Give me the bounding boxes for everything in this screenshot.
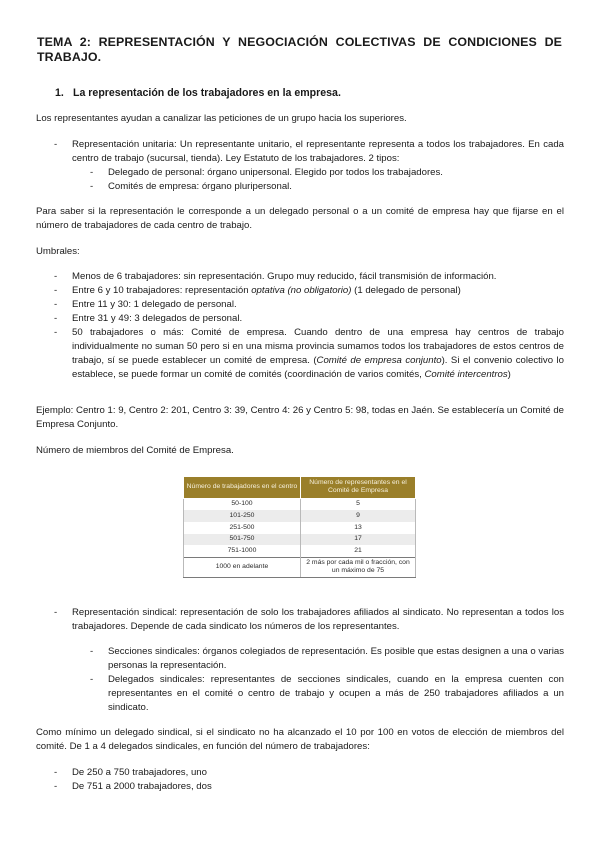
item-emphasis: Comité de empresa conjunto: [316, 355, 442, 366]
intro-paragraph: Los representantes ayudan a canalizar las peticiones de un grupo hacia los superiores.: [36, 113, 407, 124]
list-item: - Comités de empresa: órgano pluripersonal.: [72, 180, 564, 194]
table-cell: 751-1000: [184, 545, 301, 557]
umbrales-label: Umbrales:: [36, 246, 80, 257]
list-item: - De 250 a 750 trabajadores, uno: [36, 766, 564, 780]
unitaria-sublist: [72, 166, 564, 194]
para-saber-paragraph: Para saber si la representación le corresponde a un delegado personal o a un comité de empresa hay que fijarse en el número de trabajadores de cada centro de trabajo.: [36, 206, 564, 231]
list-item: - Entre 11 y 30: 1 delegado de personal.: [36, 298, 564, 312]
section-number: 1.: [55, 87, 64, 99]
table-row: [184, 545, 416, 557]
table-row: [184, 510, 416, 522]
sindical-text: Representación sindical: representación de solo los trabajadores afiliados al sindicato. No representan a todos los trabajadores. Depende de cada sindicato los números de los representantes.: [72, 607, 564, 632]
list-item: [36, 138, 564, 194]
table-cell: 2 más por cada mil o fracción, con un máximo de 75: [301, 557, 416, 577]
item-text: Entre 6 y 10 trabajadores: representación: [72, 285, 252, 296]
delegados-list: [36, 766, 564, 794]
table-header: Número de representantes en el Comité de Empresa: [301, 477, 416, 499]
list-item: - De 751 a 2000 trabajadores, dos: [36, 780, 564, 794]
table-cell: 101-250: [184, 510, 301, 522]
table-cell: 9: [301, 510, 416, 522]
section-heading: [55, 86, 341, 100]
item-emphasis: Comité intercentros: [424, 369, 508, 380]
list-item: [36, 606, 564, 715]
item-text: (1 delegado de personal): [351, 285, 461, 296]
list-item: - Secciones sindicales: órganos colegiados de representación. Es posible que estas designen a una o varias personas la representación.: [72, 645, 564, 673]
table-cell: 13: [301, 522, 416, 534]
list-item: - Delegados sindicales: representantes de secciones sindicales, cuando en la empresa cuenten con representantes en el comité o centro de trabajo y ocupen a más de 250 trabajadores afiliados a un sindicato.: [72, 673, 564, 715]
section-heading-text: La representación de los trabajadores en la empresa.: [73, 87, 341, 99]
ejemplo-paragraph: Ejemplo: Centro 1: 9, Centro 2: 201, Centro 3: 39, Centro 4: 26 y Centro 5: 98, todas en Jaén. Se establecería un Comité de Empresa Conjunto.: [36, 405, 564, 430]
table-cell: 251-500: [184, 522, 301, 534]
list-item: [36, 326, 564, 382]
table-row: [184, 498, 416, 510]
table-cell: 17: [301, 534, 416, 546]
item-emphasis: optativa (no obligatorio): [251, 285, 352, 296]
item-text: ). Si el convenio colectivo lo establece, se puede formar un comité de comités (coordinación de varios comités,: [72, 355, 564, 380]
list-item: - Entre 31 y 49: 3 delegados de personal.: [36, 312, 564, 326]
table-cell: 50-100: [184, 498, 301, 510]
table-cell: 21: [301, 545, 416, 557]
table-header-row: [184, 477, 416, 499]
table-row: [184, 522, 416, 534]
list-item: [36, 284, 564, 298]
sindical-list: [36, 606, 564, 715]
list-item: - Delegado de personal: órgano unipersonal. Elegido por todos los trabajadores.: [72, 166, 564, 180]
list-item: - Menos de 6 trabajadores: sin representación. Grupo muy reducido, fácil transmisión de información.: [36, 270, 564, 284]
umbrales-list: [36, 270, 564, 382]
numero-miembros-label: Número de miembros del Comité de Empresa.: [36, 445, 234, 456]
table-cell: 1000 en adelante: [184, 557, 301, 577]
unitaria-text: Representación unitaria: Un representante unitario, el representante representa a todos los trabajadores. En cada centro de trabajo (sucursal, tienda). Ley Estatuto de los trabajadores. 2 tipos:: [72, 139, 564, 164]
table-row: [184, 557, 416, 577]
sindical-sublist: [72, 645, 564, 715]
committee-table: [183, 476, 416, 578]
table-cell: 5: [301, 498, 416, 510]
table-cell: 501-750: [184, 534, 301, 546]
item-text: ): [507, 369, 511, 380]
item-text: 50 trabajadores o más: Comité de empresa. Cuando dentro de una empresa hay centros de trabajo individualmente no suman 50 pero si en una misma provincia sumamos todos los trabajadores de estos centros de trabajo, sí se puede establecer un comité de empresa. (: [72, 327, 564, 366]
unitaria-list: [36, 138, 564, 194]
table-header: Número de trabajadores en el centro: [184, 477, 301, 499]
table-row: [184, 534, 416, 546]
como-minimo-paragraph: Como mínimo un delegado sindical, si el sindicato no ha alcanzado el 10 por 100 en votos de elección de miembros del comité. De 1 a 4 delegados sindicales, en función del número de trabajadores:: [36, 727, 564, 752]
page-title: TEMA 2: REPRESENTACIÓN Y NEGOCIACIÓN COLECTIVAS DE CONDICIONES DE TRABAJO.: [37, 35, 562, 64]
